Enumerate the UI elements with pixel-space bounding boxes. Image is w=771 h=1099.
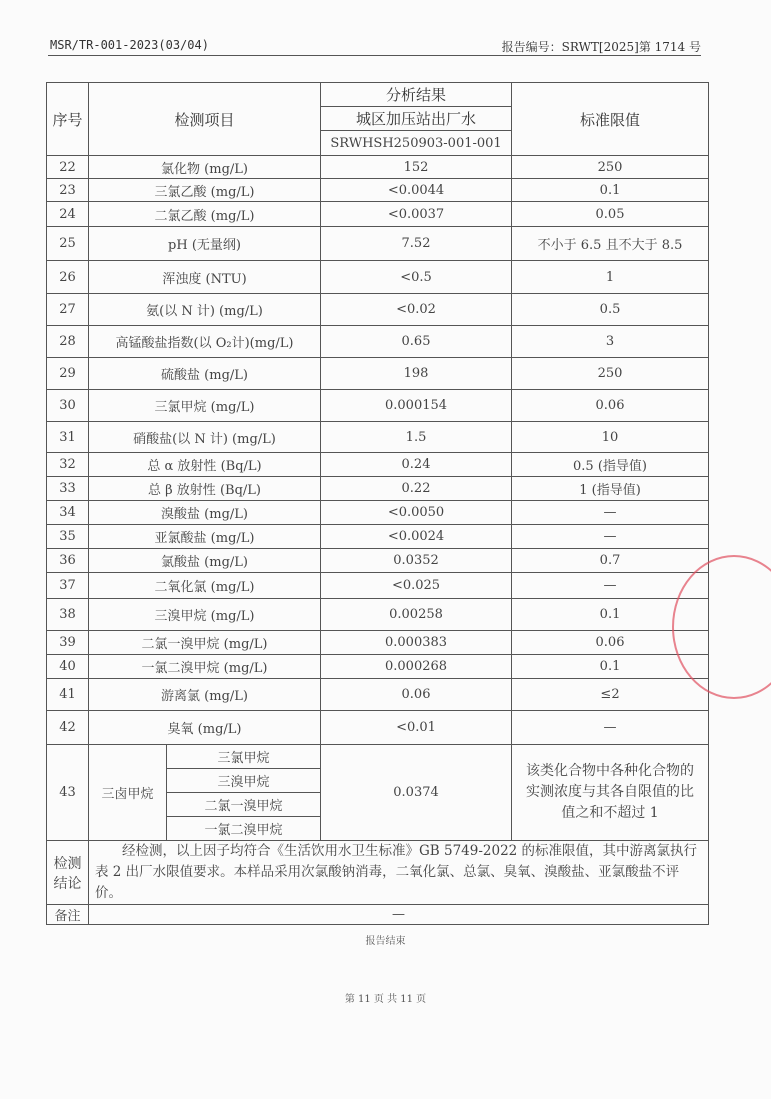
- table-row: [47, 294, 709, 326]
- row-result: 0.65: [321, 326, 512, 358]
- sub-item: 三氯甲烷: [167, 745, 321, 769]
- row-limit: —: [512, 525, 709, 549]
- table-row: [47, 477, 709, 501]
- sub-item: 一氯二溴甲烷: [167, 817, 321, 841]
- row-limit: 1: [512, 261, 709, 294]
- header-divider: [48, 55, 701, 56]
- row-limit: 0.5: [512, 294, 709, 326]
- form-code: MSR/TR-001-2023(03/04): [50, 38, 209, 52]
- row-no: 24: [47, 202, 89, 227]
- row-item: 氨(以 N 计) (mg/L): [89, 294, 321, 326]
- table-row: [47, 422, 709, 453]
- table-row: [47, 202, 709, 227]
- table-row: [47, 326, 709, 358]
- row-limit: —: [512, 711, 709, 745]
- row-limit: 0.5 (指导值): [512, 453, 709, 477]
- row-result: <0.0037: [321, 202, 512, 227]
- row-result: 0.22: [321, 477, 512, 501]
- row-result: 0.0352: [321, 549, 512, 573]
- table-row: [47, 711, 709, 745]
- row-no: 43: [47, 745, 89, 841]
- row-item: 三氯甲烷 (mg/L): [89, 390, 321, 422]
- report-end: 报告结束: [365, 936, 406, 947]
- row-result: 0.000268: [321, 655, 512, 679]
- table-row: [47, 390, 709, 422]
- row-limit: 不小于 6.5 且不大于 8.5: [512, 227, 709, 261]
- row-result: <0.0050: [321, 501, 512, 525]
- notes-value: —: [89, 905, 709, 925]
- row-result: <0.025: [321, 573, 512, 599]
- row-limit: 0.1: [512, 655, 709, 679]
- table-row: [47, 745, 709, 769]
- conclusion-label: 检测结论: [47, 841, 89, 905]
- row-limit: 3: [512, 326, 709, 358]
- row-no: 39: [47, 631, 89, 655]
- row-item: 总 β 放射性 (Bq/L): [89, 477, 321, 501]
- sub-item: 二氯一溴甲烷: [167, 793, 321, 817]
- table-row: [47, 679, 709, 711]
- row-result: 152: [321, 156, 512, 179]
- sub-item: 三溴甲烷: [167, 769, 321, 793]
- header-item: 检测项目: [89, 83, 321, 156]
- row-no: 31: [47, 422, 89, 453]
- row-no: 37: [47, 573, 89, 599]
- table-row: [47, 227, 709, 261]
- results-table: [46, 82, 709, 925]
- table-row: [47, 655, 709, 679]
- row-item: 一氯二溴甲烷 (mg/L): [89, 655, 321, 679]
- row-result: 1.5: [321, 422, 512, 453]
- row-no: 34: [47, 501, 89, 525]
- table-row: [47, 156, 709, 179]
- row-limit: 0.1: [512, 179, 709, 202]
- row-no: 23: [47, 179, 89, 202]
- row-item: 三氯乙酸 (mg/L): [89, 179, 321, 202]
- table-row: [47, 501, 709, 525]
- row-limit: —: [512, 501, 709, 525]
- conclusion-text: 经检测，以上因子均符合《生活饮用水卫生标准》GB 5749-2022 的标准限值，其中游离氯执行表 2 出厂水限值要求。本样品采用次氯酸钠消毒，二氧化氯、总氯、臭氧、溴酸盐、亚氯酸盐不评价。: [89, 841, 709, 905]
- row-no: 30: [47, 390, 89, 422]
- row-no: 42: [47, 711, 89, 745]
- row-limit: 该类化合物中各种化合物的实测浓度与其各自限值的比值之和不超过 1: [512, 745, 709, 841]
- table-row: [47, 179, 709, 202]
- header-no: 序号: [47, 83, 89, 156]
- row-no: 32: [47, 453, 89, 477]
- table-row: [47, 599, 709, 631]
- row-result: <0.0024: [321, 525, 512, 549]
- header-limit: 标准限值: [512, 83, 709, 156]
- row-item: 氯化物 (mg/L): [89, 156, 321, 179]
- row-result: 0.000154: [321, 390, 512, 422]
- row-no: 27: [47, 294, 89, 326]
- row-item: pH (无量纲): [89, 227, 321, 261]
- row-item: 硝酸盐(以 N 计) (mg/L): [89, 422, 321, 453]
- row-item: 三卤甲烷: [89, 745, 167, 841]
- row-item: 高锰酸盐指数(以 O₂计)(mg/L): [89, 326, 321, 358]
- row-limit: 10: [512, 422, 709, 453]
- table-row: [47, 525, 709, 549]
- row-item: 浑浊度 (NTU): [89, 261, 321, 294]
- row-no: 33: [47, 477, 89, 501]
- row-item: 总 α 放射性 (Bq/L): [89, 453, 321, 477]
- row-no: 40: [47, 655, 89, 679]
- row-limit: 250: [512, 358, 709, 390]
- row-limit: 250: [512, 156, 709, 179]
- row-no: 38: [47, 599, 89, 631]
- report-number: 报告编号：SRWT[2025]第 1714 号: [501, 40, 701, 54]
- row-limit: 0.06: [512, 390, 709, 422]
- row-result: 7.52: [321, 227, 512, 261]
- row-limit: ≤2: [512, 679, 709, 711]
- row-item: 硫酸盐 (mg/L): [89, 358, 321, 390]
- row-result: <0.5: [321, 261, 512, 294]
- row-item: 二氯乙酸 (mg/L): [89, 202, 321, 227]
- row-no: 28: [47, 326, 89, 358]
- row-result: <0.0044: [321, 179, 512, 202]
- row-result: 0.24: [321, 453, 512, 477]
- sample-name: 城区加压站出厂水: [321, 107, 512, 131]
- row-limit: 1 (指导值): [512, 477, 709, 501]
- row-limit: 0.05: [512, 202, 709, 227]
- row-item: 游离氯 (mg/L): [89, 679, 321, 711]
- row-limit: 0.1: [512, 599, 709, 631]
- table-row: [47, 573, 709, 599]
- table-row: [47, 453, 709, 477]
- row-result: 198: [321, 358, 512, 390]
- row-item: 溴酸盐 (mg/L): [89, 501, 321, 525]
- row-no: 41: [47, 679, 89, 711]
- row-no: 29: [47, 358, 89, 390]
- row-result: 0.06: [321, 679, 512, 711]
- row-result: 0.00258: [321, 599, 512, 631]
- row-item: 二氯一溴甲烷 (mg/L): [89, 631, 321, 655]
- row-item: 三溴甲烷 (mg/L): [89, 599, 321, 631]
- row-item: 氯酸盐 (mg/L): [89, 549, 321, 573]
- row-no: 25: [47, 227, 89, 261]
- row-result: 0.000383: [321, 631, 512, 655]
- row-item: 二氧化氯 (mg/L): [89, 573, 321, 599]
- row-item: 亚氯酸盐 (mg/L): [89, 525, 321, 549]
- sample-id: SRWHSH250903-001-001: [321, 131, 512, 156]
- row-no: 35: [47, 525, 89, 549]
- table-row: [47, 631, 709, 655]
- row-result: 0.0374: [321, 745, 512, 841]
- table-row: [47, 358, 709, 390]
- notes-label: 备注: [47, 905, 89, 925]
- row-no: 22: [47, 156, 89, 179]
- row-limit: 0.7: [512, 549, 709, 573]
- row-no: 26: [47, 261, 89, 294]
- page-number: 第 11 页 共 11 页: [344, 994, 427, 1005]
- row-result: <0.01: [321, 711, 512, 745]
- row-limit: —: [512, 573, 709, 599]
- row-item: 臭氧 (mg/L): [89, 711, 321, 745]
- row-result: <0.02: [321, 294, 512, 326]
- row-no: 36: [47, 549, 89, 573]
- table-row: [47, 549, 709, 573]
- row-limit: 0.06: [512, 631, 709, 655]
- table-row: [47, 261, 709, 294]
- header-result: 分析结果: [321, 83, 512, 107]
